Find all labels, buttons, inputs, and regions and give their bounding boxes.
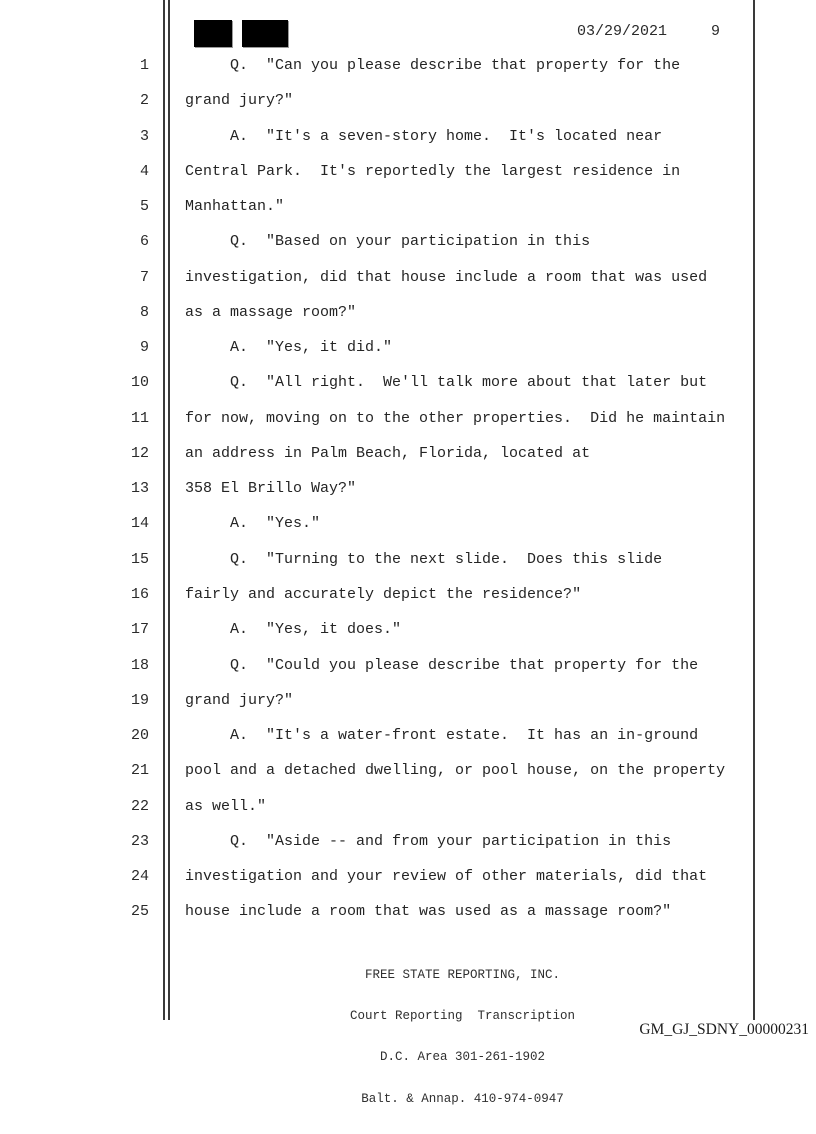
- line-text: A. "Yes.": [185, 515, 321, 533]
- line-text: as a massage room?": [185, 303, 357, 321]
- line-text: grand jury?": [185, 691, 294, 709]
- line-text: Q. "Could you please describe that property for the: [185, 656, 699, 674]
- line-number: 5: [139, 198, 149, 216]
- transcript-line: [0, 542, 760, 577]
- line-number: 19: [130, 691, 149, 709]
- line-number: 22: [130, 797, 149, 815]
- header-page-number: 9: [711, 23, 721, 40]
- transcript-line: [0, 119, 760, 154]
- line-text: for now, moving on to the other properties. Did he maintain: [185, 409, 726, 427]
- line-text: A. "It's a water-front estate. It has an in-ground: [185, 727, 699, 745]
- bates-number: GM_GJ_SDNY_00000231: [639, 1021, 809, 1038]
- line-text: pool and a detached dwelling, or pool house, on the property: [185, 762, 726, 780]
- transcript-line: [0, 224, 760, 259]
- line-number: 3: [139, 127, 149, 145]
- line-number: 16: [130, 585, 149, 603]
- line-text: Q. "Can you please describe that property for the: [185, 57, 681, 74]
- line-text: investigation and your review of other materials, did that: [185, 868, 708, 886]
- transcript-line: [0, 859, 760, 894]
- line-number: 9: [139, 339, 149, 357]
- transcript-line: [0, 83, 760, 118]
- line-text: Q. "Turning to the next slide. Does this slide: [185, 550, 663, 568]
- line-text: A. "Yes, it did.": [185, 339, 393, 357]
- transcript-line: [0, 894, 760, 929]
- line-number: 2: [139, 92, 149, 110]
- line-number: 20: [130, 727, 149, 745]
- transcript-line: [0, 401, 760, 436]
- line-text: an address in Palm Beach, Florida, located at: [185, 444, 591, 462]
- line-text: grand jury?": [185, 92, 294, 110]
- transcript-line: [0, 577, 760, 612]
- transcript-line: [0, 189, 760, 224]
- transcript-line: [0, 295, 760, 330]
- transcript-line: [0, 683, 760, 718]
- transcript-line: [0, 789, 760, 824]
- footer-service-line: Court Reporting Transcription: [349, 1008, 576, 1023]
- transcript-line: [0, 824, 760, 859]
- line-text: investigation, did that house include a room that was used: [185, 268, 708, 286]
- transcript-line: [0, 506, 760, 541]
- line-number: 21: [130, 762, 149, 780]
- line-number: 10: [130, 374, 149, 392]
- line-text: house include a room that was used as a massage room?": [185, 903, 672, 921]
- line-number: 17: [130, 621, 149, 639]
- line-number: 25: [130, 903, 149, 921]
- footer-firm-name: FREE STATE REPORTING, INC.: [364, 967, 561, 982]
- transcript-line: [0, 471, 760, 506]
- line-text: A. "It's a seven-story home. It's located near: [185, 127, 663, 145]
- header-date: 03/29/2021: [577, 23, 668, 40]
- transcript-line: [0, 436, 760, 471]
- transcript-line: [0, 154, 760, 189]
- line-number: 6: [139, 233, 149, 251]
- line-number: 18: [130, 656, 149, 674]
- transcript-line: [0, 260, 760, 295]
- transcript-line: [0, 718, 760, 753]
- transcript-line: [0, 48, 760, 83]
- line-number: 1: [139, 57, 149, 74]
- line-number: 4: [139, 162, 149, 180]
- transcript-line: [0, 648, 760, 683]
- line-number: 24: [130, 868, 149, 886]
- line-text: Central Park. It's reportedly the largest residence in: [185, 162, 681, 180]
- line-text: 358 El Brillo Way?": [185, 480, 357, 498]
- footer-phone-balt: Balt. & Annap. 410-974-0947: [361, 1091, 564, 1106]
- transcript-line: [0, 612, 760, 647]
- line-number: 14: [130, 515, 149, 533]
- transcript-line: [0, 753, 760, 788]
- line-number: 12: [130, 444, 149, 462]
- line-text: as well.": [185, 797, 267, 815]
- line-number: 11: [130, 409, 149, 427]
- line-text: Q. "Based on your participation in this: [185, 233, 591, 251]
- redaction-box-2: [242, 20, 288, 47]
- line-text: Q. "All right. We'll talk more about that later but: [185, 374, 708, 392]
- line-text: A. "Yes, it does.": [185, 621, 402, 639]
- line-number: 23: [130, 832, 149, 850]
- footer-phone-dc: D.C. Area 301-261-1902: [379, 1050, 546, 1065]
- line-text: Manhattan.": [185, 198, 285, 216]
- line-number: 15: [130, 550, 149, 568]
- transcript-body: [0, 48, 760, 930]
- line-number: 8: [139, 303, 149, 321]
- line-text: Q. "Aside -- and from your participation in this: [185, 832, 672, 850]
- line-number: 13: [130, 480, 149, 498]
- line-text: fairly and accurately depict the residence?": [185, 585, 582, 603]
- line-number: 7: [139, 268, 149, 286]
- transcript-line: [0, 365, 760, 400]
- redaction-box-1: [194, 20, 232, 47]
- transcript-line: [0, 330, 760, 365]
